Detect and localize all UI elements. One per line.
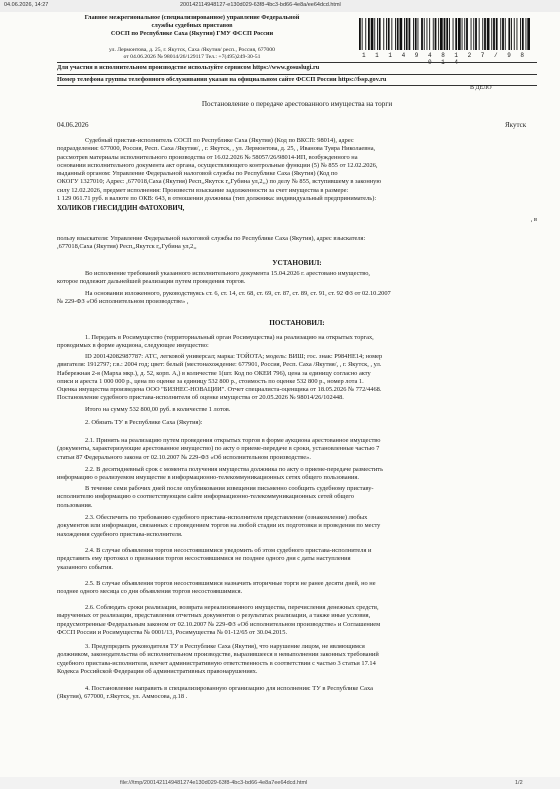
item-1: 1. Передать в Росимущество (территориальный орган Росимущества) на реализацию на открытых торгах, проводимых в форме аукциона, следующее имущество: [57,334,374,350]
barcode-bar [517,18,518,50]
barcode-bar [395,18,396,50]
barcode-bar [429,18,430,50]
barcode-bar [502,18,504,50]
document-city: Якутск [505,121,527,129]
organization-name: Главное межрегиональное (специализированное) управление Федеральной службы судебных приставов СОСП по Республике Саха (Якутия) ГМУ ФССП России [84,14,300,37]
divider [57,85,537,86]
browser-print-footer [0,777,560,789]
item-2-5: 2.5. В случае объявления торгов несостоявшимися назначить вторичные торги не ранее десяти дней, но не позднее одного месяца со дня объявления торгов несостоявшимися. [57,580,376,596]
barcode-bar [424,18,425,50]
item-2-2: 2.2. В десятидневный срок с момента получения имущества должника по акту о приеме-передаче разместить информацию о реализуемом имуществе в информационно-телекоммуникационных сетях общего пользования. [57,466,383,482]
barcode-bar [400,18,403,50]
established-paragraph: Во исполнение требований указанного исполнительного документа 15.04.2026 г. арестовано имущество, которое подлежит дальнейшей реализации путем проведения торгов. [57,270,370,286]
barcode-bar [522,18,524,50]
barcode-bar [446,18,448,50]
barcode-bar [404,18,405,50]
divider [57,62,537,63]
barcode-bar [487,18,490,50]
browser-print-header [0,0,560,12]
barcode-bar [383,18,384,50]
property-description: ID 200142082987787: АТС, легковой универсал; марка: ТОЙОТА; модель: ВИШ; гос. знак: Р984НЕ14; номер двигателя: 1912797; г.в.: 2004 год; цвет: белый (местонахождение: 677901, Россия, Респ. Саха /Якутия/, , г. Якутск, , ул. Набережная 2-я (Марха мкр.), д. 52, корп. А,) в количестве 1(шт. Код по ОКЕИ 796), цена за единицу согласно акту описи и ареста 1 000 000 р., цена по оценке за единицу 532 800 р., стоимость по оценке 532 800 р., номер лота 1. Оценка имущества произведена ООО "БИЗНЕС-НОВАЦИИ". Отчет специалиста-оценщика от 18.05.2026 № 772/4468. Постановление судебного пристава-исполнителя об оценке имущества от 20.05.2026 № 98014/26/102448. [57,353,383,402]
document-date: 04.06.2026 [57,121,89,129]
document-title: Постановление о передаче арестованного имущества на торги [201,100,393,108]
total-line: Итого на сумму 532 800,00 руб. в количестве 1 лотов. [85,406,231,413]
barcode-bar [413,18,414,50]
barcode-bar [453,18,454,50]
barcode-bar [475,18,477,50]
barcode-bar [427,18,428,50]
item-4: 4. Постановление направить в специализированную организацию для исполнения: ТУ в Республике Саха (Якутия), 677000, г.Якутск, ул. Аммосова, д.18 . [57,685,373,701]
barcode-bar [391,18,392,50]
barcode-bar [500,18,501,50]
barcode-bar [435,18,437,50]
barcode-bar [491,18,492,50]
item-3: 3. Предупредить руководителя ТУ в Республике Саха (Якутия), что нарушение лицом, не являющимся должником, законодательства об исполнительном производстве, выразившееся в невыполнении законных требований судебного пристава-исполнителя, влечет административную ответственность в соответствии с частью 3 статьи 17.14 Кодекса Российской Федерации об административных правонарушениях. [57,643,379,675]
barcode-bar [496,18,498,50]
item-2-4: 2.4. В случае объявления торгов несостоявшимися уведомить об этом судебного пристава-исполнителя и представить ему протокол о признании торгов несостоявшимися не позднее одного дня с даты наступления указанного события. [57,547,372,571]
item-2-6: 2.6. Соблюдать сроки реализации, возврата нереализованного имущества, перечисления денежных средств, вырученных от реализации, представления отчетных документов о результатах реализации, а также иные условия, предусмотренные Федеральным законом от 02.10.2007 № 229-ФЗ «Об исполнительном производстве» и Соглашением ФССП России и Росимущества № 0001/13, Росимущества № 01-12/65 от 30.04.2015. [57,604,381,636]
barcode-bar [462,18,463,50]
item-2-2-notice: В течение семи рабочих дней после опубликования извещения письменно сообщить судебному приставу- исполнителю информацию о соответствующем сайте информационно-телекоммуникационных сетей общего пользования. [57,485,374,509]
barcode-bar [520,18,521,50]
barcode-bar [493,18,495,50]
barcode-bar [433,18,434,50]
barcode-bar [371,18,374,50]
barcode-bar [455,18,457,50]
barcode-bar [464,18,465,50]
barcode-bar [421,18,423,50]
barcode-bar [482,18,483,50]
print-datetime: 04.06.2026, 14:27 [4,2,49,8]
barcode-bar [397,18,399,50]
barcode-bar [377,18,378,50]
barcode-bar [471,18,472,50]
in-delo-stamp: В ДЕЛО [470,85,492,91]
service-notice: Для участия в исполнительном производстве используйте сервисом https://www.gosuslugi.ru [57,64,320,71]
barcode-bar [365,18,366,50]
barcode-bar [511,18,512,50]
barcode-bar [386,18,387,50]
barcode-bar [473,18,474,50]
item-2-1: 2.1. Принять на реализацию путем проведения открытых торгов в форме аукциона арестованное имущество (документы, характеризующие арестованное имущество) по акту о приеме-передаче в сроки, установленные частью 7 статьи 87 Федерального закона от 02.10.2007 № 229-ФЗ «Об исполнительном производстве». [57,437,381,461]
barcode-bar [368,18,370,50]
divider [57,74,537,75]
barcode-bar [514,18,515,50]
barcode-bar [444,18,446,50]
organization-address: ул. Лермонтова, д. 25, г. Якутск, Саха /Якутия/ респ., Россия, 677000 от 04.06.2026 № 98014/26/129117 Тел.: +7(495)249-30-51 [109,47,275,61]
barcode-bar [527,18,530,50]
item-2-3: 2.3. Обеспечить по требованию судебного пристава-исполнителя представление (ознакомление) любых документов или информации, связанных с проведением торгов на любой стадии их подготовки и проведения по месту нахождения судебного пристава-исполнителя. [57,514,381,538]
barcode-bar [458,18,461,50]
barcode-bar [418,18,419,50]
barcode-bar [440,18,443,50]
print-file-path: file:///tmp/2001421149481274e130d029-63f8-4bc3-bd66-4e8a7ee64dcd.html [120,780,308,786]
barcode-bar [388,18,390,50]
item-2: 2. Обязать ТУ в Республике Саха (Якутия): [85,419,203,426]
barcode-bar [438,18,439,50]
barcode-bar [505,18,506,50]
creditor-paragraph: пользу взыскателя: Управление Федеральной налоговой службы по Республике Саха (Якутия), адрес взыскателя: ,677018,Саха (Якутия) Респ,,Якутск г,,Губина ул,2,, [57,235,366,251]
barcode-bar [415,18,417,50]
barcode-number: 1 1 1 4 9 4 8 1 2 7 / 9 8 0 1 4 [361,52,527,66]
barcode-bar [379,18,381,50]
debtor-name: ХОЛИКОВ ГИЕСИДДИН ФАТОХОВИЧ, [57,205,185,212]
intro-paragraph: Судебный пристав-исполнитель СОСП по Республике Саха (Якутия) (Код по ВКСП: 98014), адрес подразделения: 677000, Россия, Респ. Саха /Якутия/, , г. Якутск, , ул. Лермонтова, д. 25, , Иванова Туяра Николаевна, рассмотрев материалы исполнительного производства от 16.02.2026 № 58057/26/98014-ИП, возбужденного на основании исполнительного документа акт органа, осуществляющего контрольные функции (5) № 855 от 12.02.2026, выданный органом: Управление Федеральной налоговой службы по Республике Саха (Якутия) (Код по ОКОГУ 1327010; Адрес: ,677018,Саха (Якутия) Респ,,Якутск г,,Губина ул,2,,) по делу № 855, вступившему в законную силу 12.02.2026, предмет исполнения: Произвести взыскание задолженности за счет имущества в размере: 1 129 061.71 руб. в валюте по ОКВ: 643, в отношении должника (тип должника: индивидуальный предприниматель): [57,137,382,203]
barcode-bar [484,18,486,50]
basis-paragraph: На основании изложенного, руководствуясь ст. 6, ст. 14, ст. 68, ст. 69, ст. 87, ст. 89, ст. 91, ст. 92 ФЗ от 02.10.2007 № 229-ФЗ «Об исполнительном производстве» , [57,290,391,306]
barcode-bar [449,18,450,50]
debtor-continuation: , в [530,216,537,223]
print-doc-id: 200142114948127-e130d029-63f8-4bc3-bd66-4e8a/ee64dcd.html [180,2,341,8]
barcode-bar [406,18,408,50]
barcode-bar [362,18,363,50]
resolved-heading: ПОСТАНОВИЛ: [269,319,325,327]
print-page-number: 1/2 [515,780,523,786]
barcode-bar [508,18,510,50]
barcode-bar [409,18,411,50]
barcode-bar [359,18,361,50]
barcode-bar [479,18,480,50]
barcode-bar [526,18,527,50]
established-heading: УСТАНОВИЛ: [272,259,322,267]
barcode-image [357,18,532,50]
barcode-bar [374,18,375,50]
phone-notice: Номер телефона группы телефонного обслуживания указан на официальном сайте ФССП России https://fssp.gov.ru [57,76,387,83]
barcode-bar [466,18,468,50]
